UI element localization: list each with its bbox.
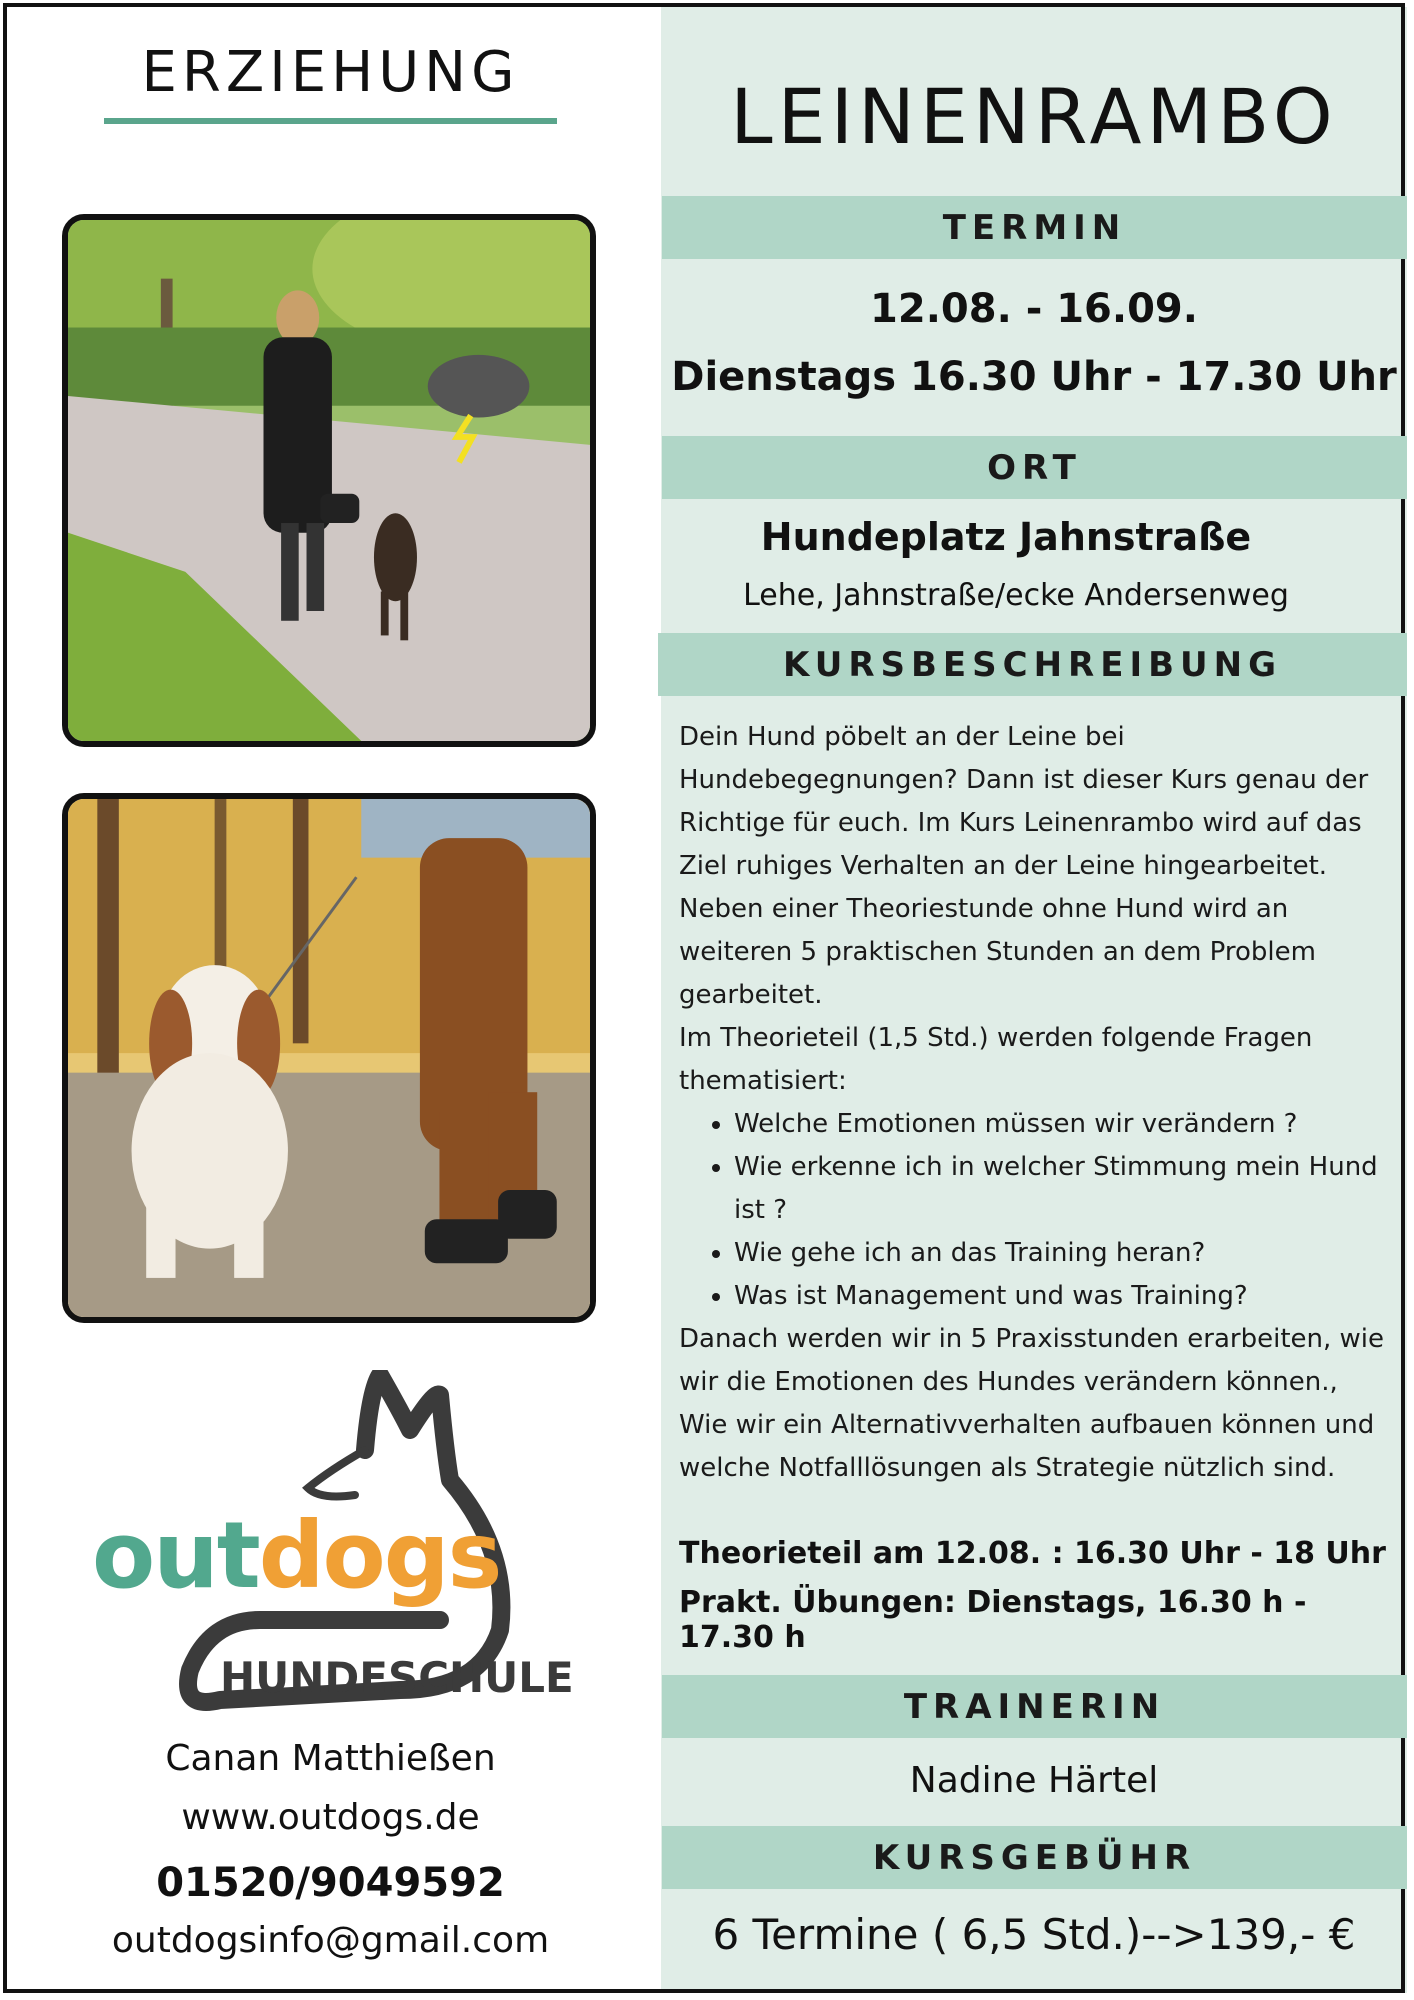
contact-phone[interactable]: 01520/9049592	[156, 1860, 505, 1906]
course-price: 6 Termine ( 6,5 Std.)-->139,- €	[712, 1910, 1356, 1959]
question-item: • Was ist Management und was Training?	[734, 1275, 1391, 1318]
termin-heading: TERMIN	[662, 196, 1407, 259]
termin-dates: 12.08. - 16.09.	[870, 286, 1198, 332]
contact-website[interactable]: www.outdogs.de	[181, 1797, 480, 1838]
description-outro: Danach werden wir in 5 Praxisstunden erarbeiten, wie wir die Emotionen des Hundes verändern können., Wie wir ein Alternativverhalten aufbauen können und welche Notfalllösungen als Strategie nützlich sind.	[679, 1324, 1385, 1483]
trainerin-heading: TRAINERIN	[662, 1675, 1407, 1738]
ort-address: Lehe, Jahnstraße/ecke Andersenweg	[743, 578, 1289, 613]
question-list	[679, 1103, 1391, 1318]
photo-woman-walking-dog	[62, 214, 596, 747]
contact-email[interactable]: outdogsinfo@gmail.com	[111, 1920, 550, 1961]
theory-time: Theorieteil am 12.08. : 16.30 Uhr - 18 Uhr	[679, 1536, 1386, 1571]
contact-name: Canan Matthießen	[165, 1738, 496, 1779]
description-theory-intro: Im Theorieteil (1,5 Std.) werden folgende Fragen thematisiert:	[679, 1023, 1313, 1096]
course-title: LEINENRAMBO	[730, 72, 1338, 161]
category-underline	[104, 118, 557, 124]
trainer-name: Nadine Härtel	[909, 1760, 1159, 1801]
logo-word-dogs: dogs	[258, 1502, 501, 1609]
logo-word-out: out	[92, 1502, 259, 1609]
practice-time: Prakt. Übungen: Dienstags, 16.30 h - 17.30 h	[679, 1585, 1307, 1655]
category-heading: ERZIEHUNG	[141, 40, 520, 105]
termin-schedule: Dienstags 16.30 Uhr - 17.30 Uhr	[671, 354, 1397, 400]
question-item: • Welche Emotionen müssen wir verändern ?	[734, 1103, 1391, 1146]
description-intro: Dein Hund pöbelt an der Leine bei Hundebegegnungen? Dann ist dieser Kurs genau der Richtige für euch. Im Kurs Leinenrambo wird auf das Ziel ruhiges Verhalten an der Leine hingearbeitet. Neben einer Theoriestunde ohne Hund wird an weiteren 5 praktischen Stunden an dem Problem gearbeitet.	[679, 722, 1369, 1010]
outdogs-logo	[80, 1370, 580, 1730]
question-item: • Wie erkenne ich in welcher Stimmung mein Hund ist ?	[734, 1146, 1391, 1232]
course-description	[679, 716, 1391, 1490]
kursbeschreibung-heading: KURSBESCHREIBUNG	[658, 633, 1407, 696]
ort-place: Hundeplatz Jahnstraße	[760, 515, 1252, 559]
logo-subtitle: HUNDESCHULE	[220, 1653, 574, 1702]
question-item: • Wie gehe ich an das Training heran?	[734, 1232, 1391, 1275]
kursgebuehr-heading: KURSGEBÜHR	[662, 1826, 1407, 1889]
ort-heading: ORT	[662, 436, 1407, 499]
photo-barking-spaniel	[62, 793, 596, 1323]
